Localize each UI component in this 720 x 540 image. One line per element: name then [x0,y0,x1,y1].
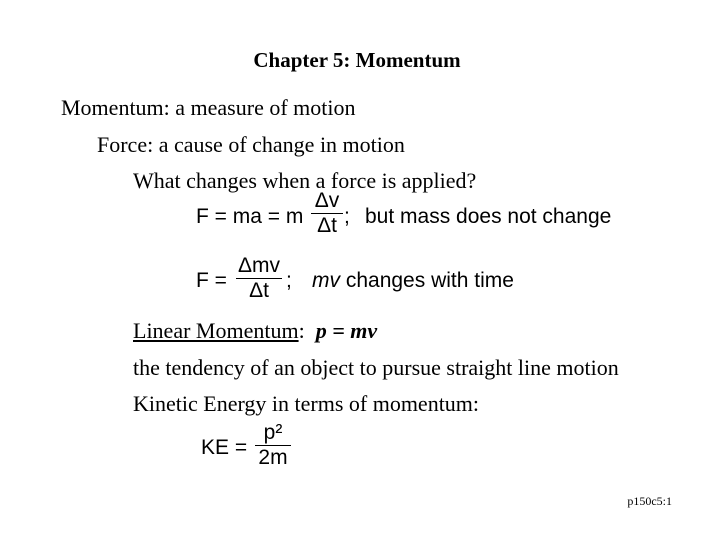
eq1-numerator: Δv [314,189,340,212]
linear-momentum-colon: : [298,318,305,343]
eq3-numerator: p² [263,421,283,444]
eq3-lhs: KE = [201,436,248,459]
eq2-denominator: Δt [249,279,269,302]
eq2-lhs: F = [196,269,227,292]
page-title: Chapter 5: Momentum [253,48,461,72]
kinetic-energy-intro: Kinetic Energy in terms of momentum: [133,391,480,416]
eq1-fraction [311,189,343,238]
force-definition: Force: a cause of change in motion [97,132,405,157]
linear-momentum-label: Linear Momentum [133,318,299,343]
eq2-note-variable: mv [312,269,340,292]
eq1-lhs: F = ma = m [196,205,304,228]
linear-momentum-formula: p = mv [315,318,378,343]
eq2-note-text: changes with time [345,269,514,292]
force-question: What changes when a force is applied? [133,168,477,193]
eq1-denominator: Δt [317,214,337,237]
eq3-fraction [255,421,291,470]
eq1-note: but mass does not change [365,205,612,228]
linear-momentum-line [133,318,377,344]
eq2-fraction [236,254,282,303]
momentum-tendency: the tendency of an object to pursue straight line motion [133,355,619,380]
eq1-semicolon: ; [344,205,350,228]
eq3-denominator: 2m [258,446,288,469]
slide-footer-id: p150c5:1 [627,494,672,508]
eq2-numerator: Δmv [237,254,281,277]
eq2-semicolon: ; [286,269,292,292]
eq2-note [312,269,514,293]
momentum-definition: Momentum: a measure of motion [61,95,356,120]
